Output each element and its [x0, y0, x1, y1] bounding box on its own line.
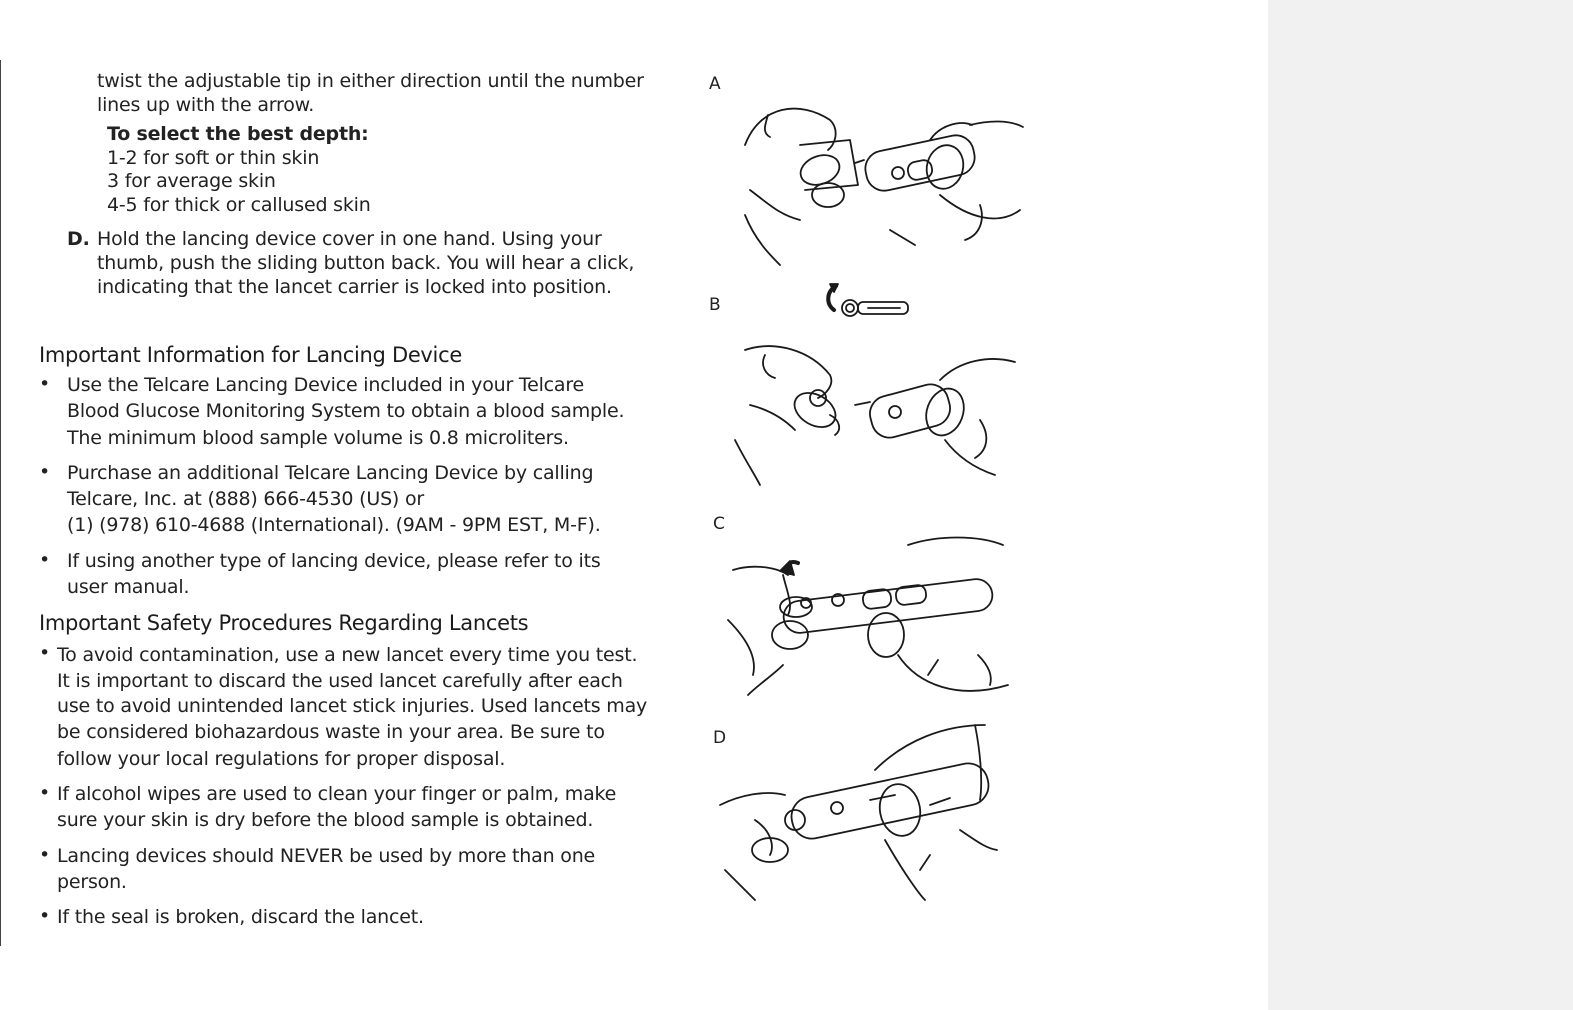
safety-item-1-line-2: It is important to discard the used lancet carefully after each	[57, 670, 623, 692]
step-c-line-1: twist the adjustable tip in either direction until the number	[97, 70, 644, 92]
lancing-info-item-2-line-2: Telcare, Inc. at (888) 666-4530 (US) or	[67, 488, 425, 510]
safety-item-1-line-5: follow your local regulations for proper disposal.	[57, 748, 506, 770]
safety-item-3-line-1: Lancing devices should NEVER be used by more than one	[57, 845, 596, 867]
page-margin-rule	[0, 60, 1, 946]
figure-b-illustration	[730, 340, 1025, 490]
safety-item-1-line-4: be considered biohazardous waste in your area. Be sure to	[57, 721, 605, 743]
lancing-info-heading: Important Information for Lancing Device	[39, 343, 462, 367]
figure-d-illustration	[715, 720, 1005, 905]
depth-heading: To select the best depth:	[107, 123, 369, 145]
bullet-marker: •	[39, 549, 51, 571]
figure-label-a: A	[709, 74, 721, 94]
bullet-marker: •	[39, 844, 51, 866]
lancing-info-item-1-line-3: The minimum blood sample volume is 0.8 microliters.	[67, 427, 569, 449]
side-panel	[1268, 0, 1573, 1010]
figure-label-b: B	[709, 295, 721, 315]
lancing-info-item-3-line-1: If using another type of lancing device, please refer to its	[67, 550, 601, 572]
lancing-info-item-1-line-1: Use the Telcare Lancing Device included in your Telcare	[67, 374, 585, 396]
bullet-marker: •	[39, 642, 51, 664]
lancing-info-item-1-line-2: Blood Glucose Monitoring System to obtain a blood sample.	[67, 400, 625, 422]
figure-a-illustration	[740, 95, 1030, 270]
bullet-marker: •	[39, 461, 51, 483]
lancing-info-item-2-line-3: (1) (978) 610-4688 (International). (9AM - 9PM EST, M-F).	[67, 514, 601, 536]
depth-option-3: 4-5 for thick or callused skin	[107, 194, 371, 216]
step-d-line-1: Hold the lancing device cover in one hand. Using your	[97, 228, 602, 250]
bullet-marker: •	[39, 905, 51, 927]
step-d-letter: D.	[67, 228, 90, 250]
safety-heading: Important Safety Procedures Regarding Lancets	[39, 611, 529, 635]
depth-option-2: 3 for average skin	[107, 170, 276, 192]
safety-item-1-line-3: use to avoid unintended lancet stick injuries. Used lancets may	[57, 695, 648, 717]
figure-label-d: D	[713, 728, 727, 748]
bullet-marker: •	[39, 373, 51, 395]
safety-item-1-line-1: To avoid contamination, use a new lancet every time you test.	[57, 644, 638, 666]
step-d-line-2: thumb, push the sliding button back. You will hear a click,	[97, 252, 635, 274]
safety-item-3-line-2: person.	[57, 871, 127, 893]
safety-item-4-line-1: If the seal is broken, discard the lancet.	[57, 906, 424, 928]
step-c-line-2: lines up with the arrow.	[97, 94, 315, 116]
step-d-line-3: indicating that the lancet carrier is locked into position.	[97, 276, 612, 298]
figure-label-c: C	[713, 514, 725, 534]
figure-b-lancet-icon	[820, 280, 920, 325]
depth-option-1: 1-2 for soft or thin skin	[107, 147, 320, 169]
lancing-info-item-3-line-2: user manual.	[67, 576, 190, 598]
safety-item-2-line-2: sure your skin is dry before the blood sample is obtained.	[57, 809, 594, 831]
lancing-info-item-2-line-1: Purchase an additional Telcare Lancing Device by calling	[67, 462, 594, 484]
figure-c-illustration	[728, 535, 1013, 705]
bullet-marker: •	[39, 782, 51, 804]
safety-item-2-line-1: If alcohol wipes are used to clean your finger or palm, make	[57, 783, 617, 805]
